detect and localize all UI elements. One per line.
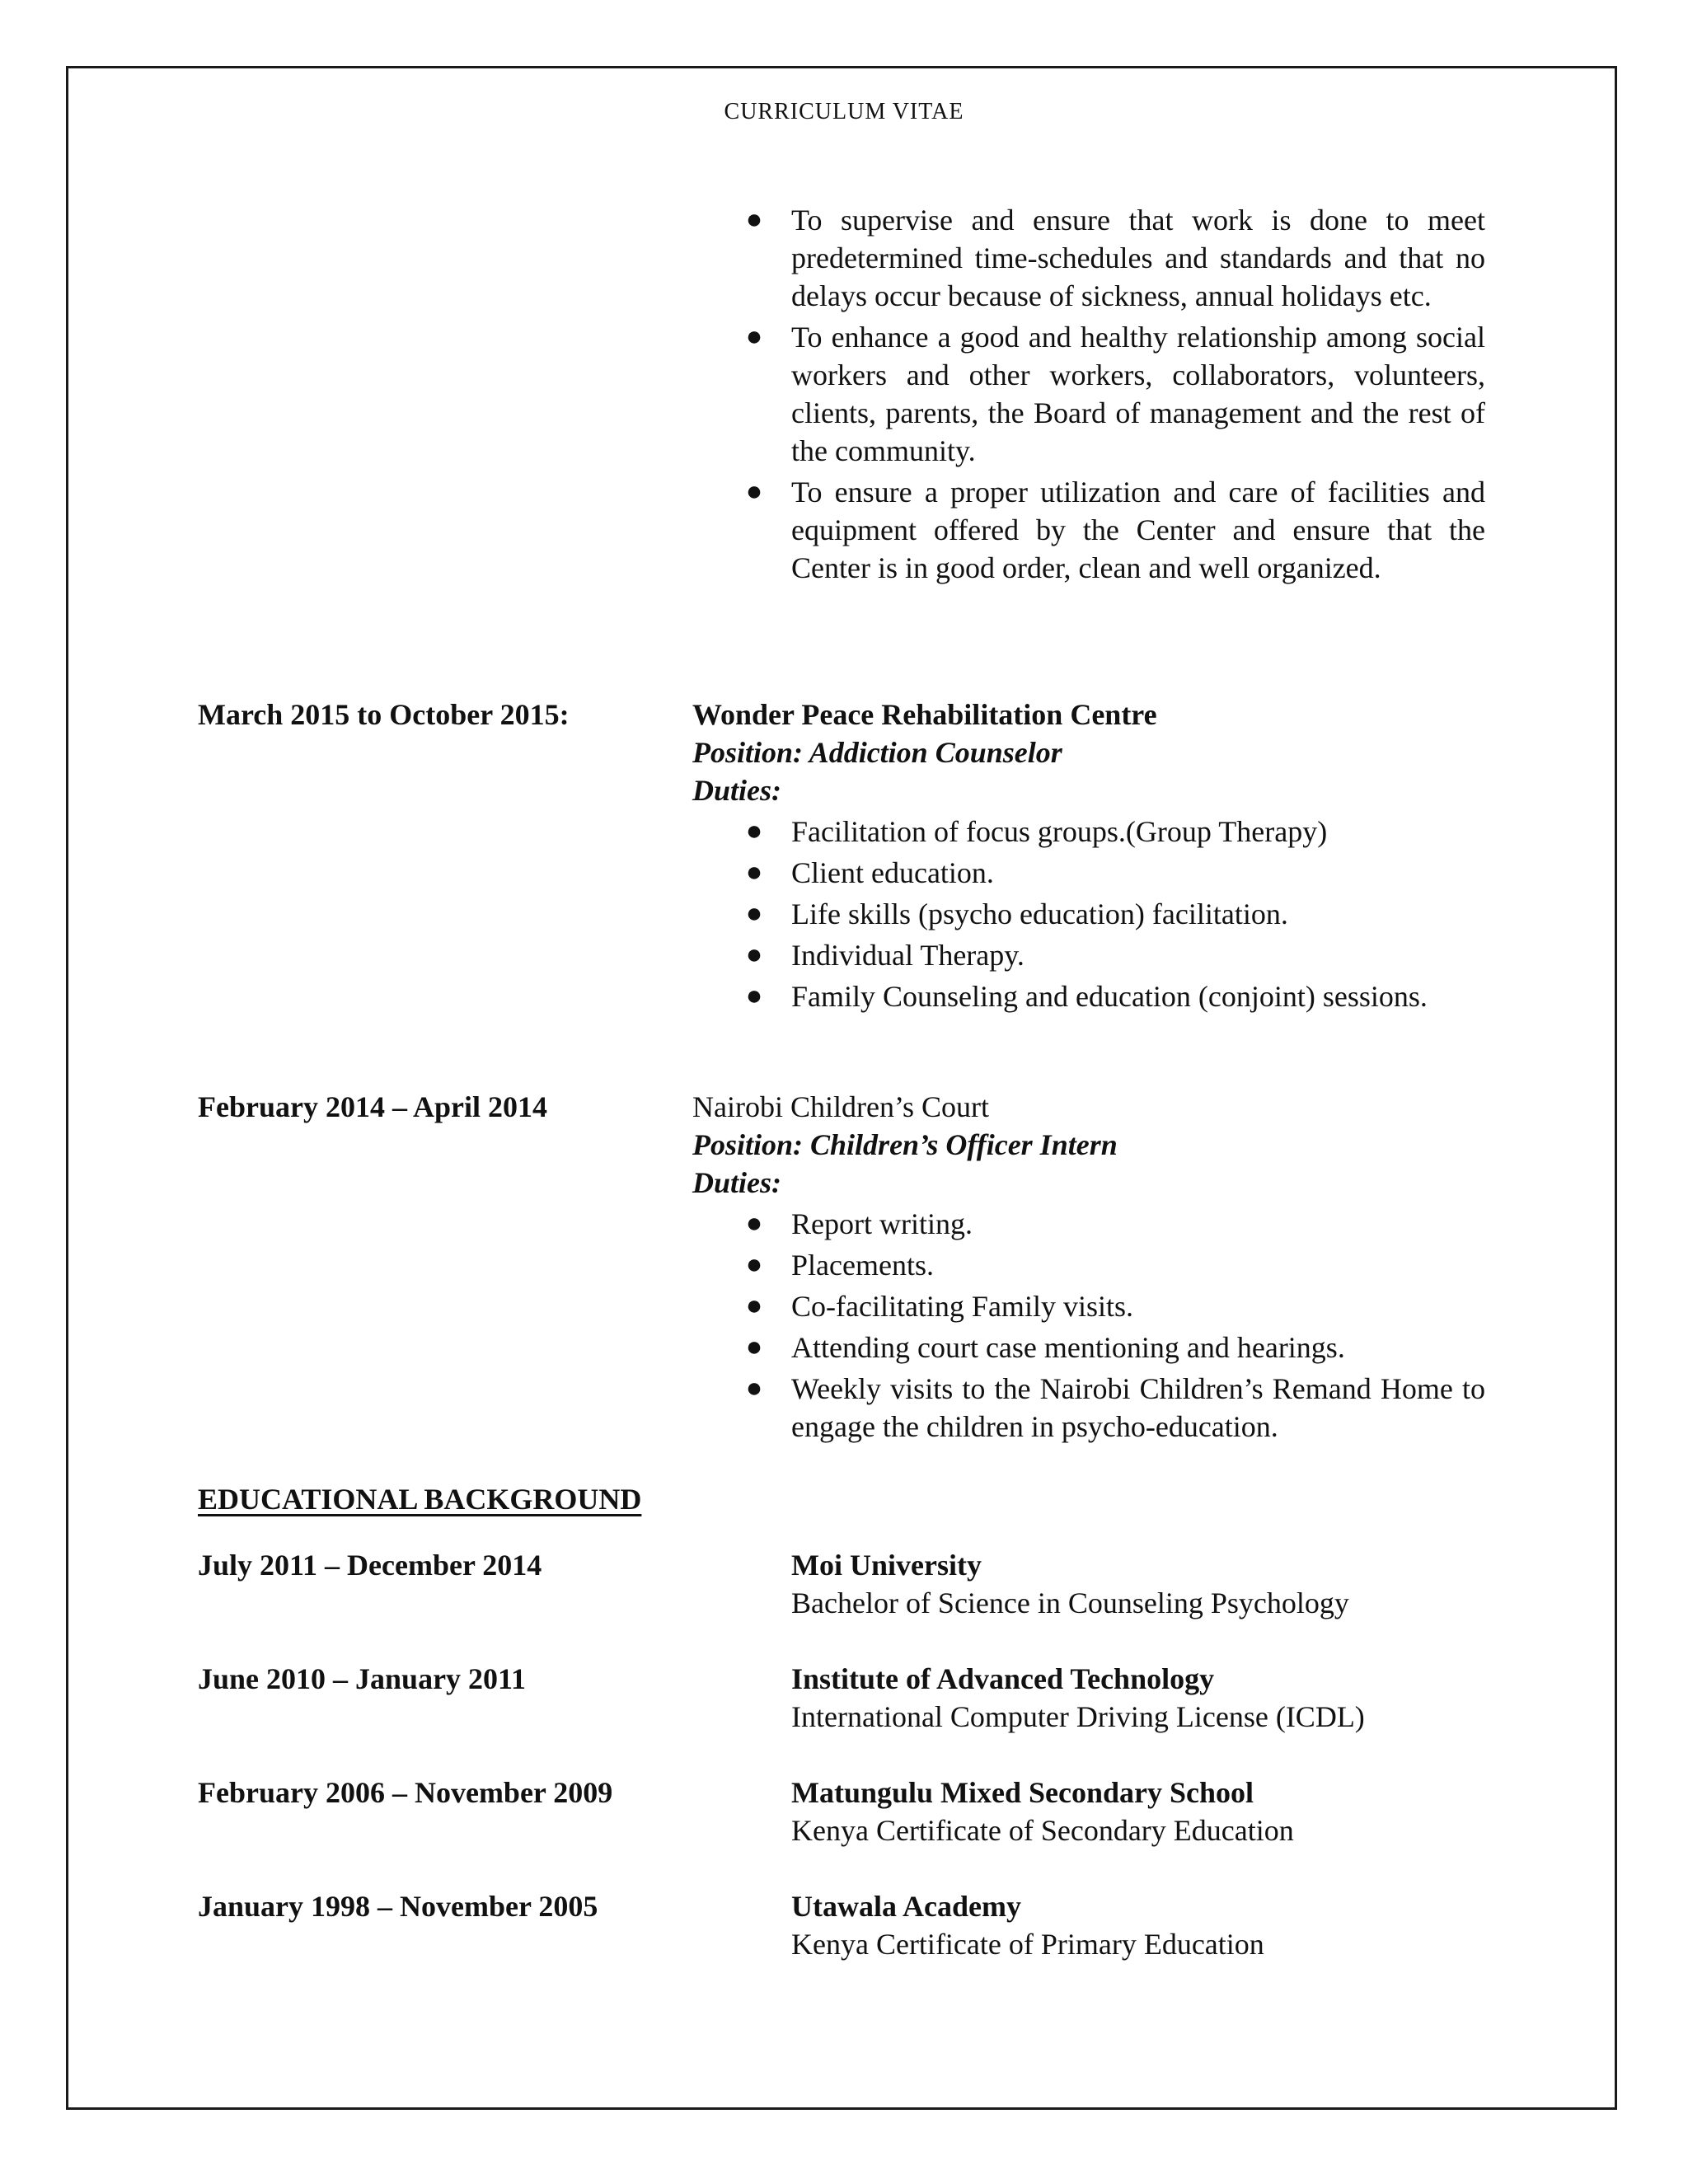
bullet-icon: ● [745,321,763,352]
organization-name: Nairobi Children’s Court [692,1090,989,1123]
duties-label: Duties: [692,1166,781,1199]
list-item: ● To ensure a proper utilization and care of facilities and equipment offered by the Center and ensure that the Center is in good order, clean and well organized. [791,473,1485,587]
position-title: Position: Children’s Officer Intern [692,1128,1118,1161]
list-item: ● Facilitation of focus groups.(Group Therapy) [791,813,1485,851]
education-entry [791,1774,1294,1849]
institution-name: Utawala Academy [791,1890,1021,1923]
continued-duties-list [745,201,1485,590]
education-dates: June 2010 – January 2011 [198,1662,527,1695]
bullet-icon: ● [745,1373,763,1404]
duties-list [745,813,1485,1019]
list-item: ● Family Counseling and education (conjoint) sessions. [791,977,1485,1015]
list-item: ● Report writing. [791,1205,1485,1243]
education-entry [791,1887,1264,1963]
position-title: Position: Addiction Counselor [692,736,1062,769]
experience-entry [692,1088,1118,1202]
bullet-icon: ● [745,204,763,235]
education-dates: July 2011 – December 2014 [198,1549,542,1582]
institution-name: Matungulu Mixed Secondary School [791,1776,1254,1809]
award-name: Bachelor of Science in Counseling Psychology [791,1586,1349,1619]
bullet-icon: ● [745,476,763,507]
bullet-icon: ● [745,857,763,888]
education-heading: EDUCATIONAL BACKGROUND [198,1483,642,1516]
bullet-icon: ● [745,898,763,929]
experience-dates: February 2014 – April 2014 [198,1090,547,1123]
education-entry [791,1546,1349,1622]
bullet-icon: ● [745,940,763,970]
experience-dates: March 2015 to October 2015: [198,698,570,731]
bullet-icon: ● [745,1208,763,1239]
list-item: ● Weekly visits to the Nairobi Children’s Remand Home to engage the children in psycho-education. [791,1370,1485,1446]
list-item: ● Life skills (psycho education) facilitation. [791,895,1485,933]
list-item: ● Attending court case mentioning and hearings. [791,1329,1485,1366]
list-item: ● Client education. [791,854,1485,892]
list-item: ● Individual Therapy. [791,936,1485,974]
list-item: ● Co-facilitating Family visits. [791,1287,1485,1325]
bullet-icon: ● [745,816,763,846]
bullet-icon: ● [745,1249,763,1280]
education-dates: February 2006 – November 2009 [198,1776,613,1809]
experience-entry [692,696,1157,809]
bullet-icon: ● [745,1332,763,1362]
duties-list [745,1205,1485,1449]
organization-name: Wonder Peace Rehabilitation Centre [692,698,1157,731]
institution-name: Institute of Advanced Technology [791,1662,1215,1695]
award-name: Kenya Certificate of Secondary Education [791,1814,1294,1847]
award-name: International Computer Driving License (ICDL) [791,1700,1365,1733]
education-dates: January 1998 – November 2005 [198,1890,598,1923]
award-name: Kenya Certificate of Primary Education [791,1928,1264,1961]
page-header-title: CURRICULUM VITAE [724,99,964,124]
education-entry [791,1660,1365,1736]
bullet-icon: ● [745,1291,763,1321]
institution-name: Moi University [791,1549,982,1582]
list-item: ● To supervise and ensure that work is done to meet predetermined time-schedules and standards and that no delays occur because of sickness, annual holidays etc. [791,201,1485,315]
bullet-icon: ● [745,981,763,1011]
list-item: ● Placements. [791,1246,1485,1284]
duties-label: Duties: [692,774,781,807]
list-item: ● To enhance a good and healthy relationship among social workers and other workers, collaborators, volunteers, clients, parents, the Board of management and the rest of the community. [791,318,1485,470]
